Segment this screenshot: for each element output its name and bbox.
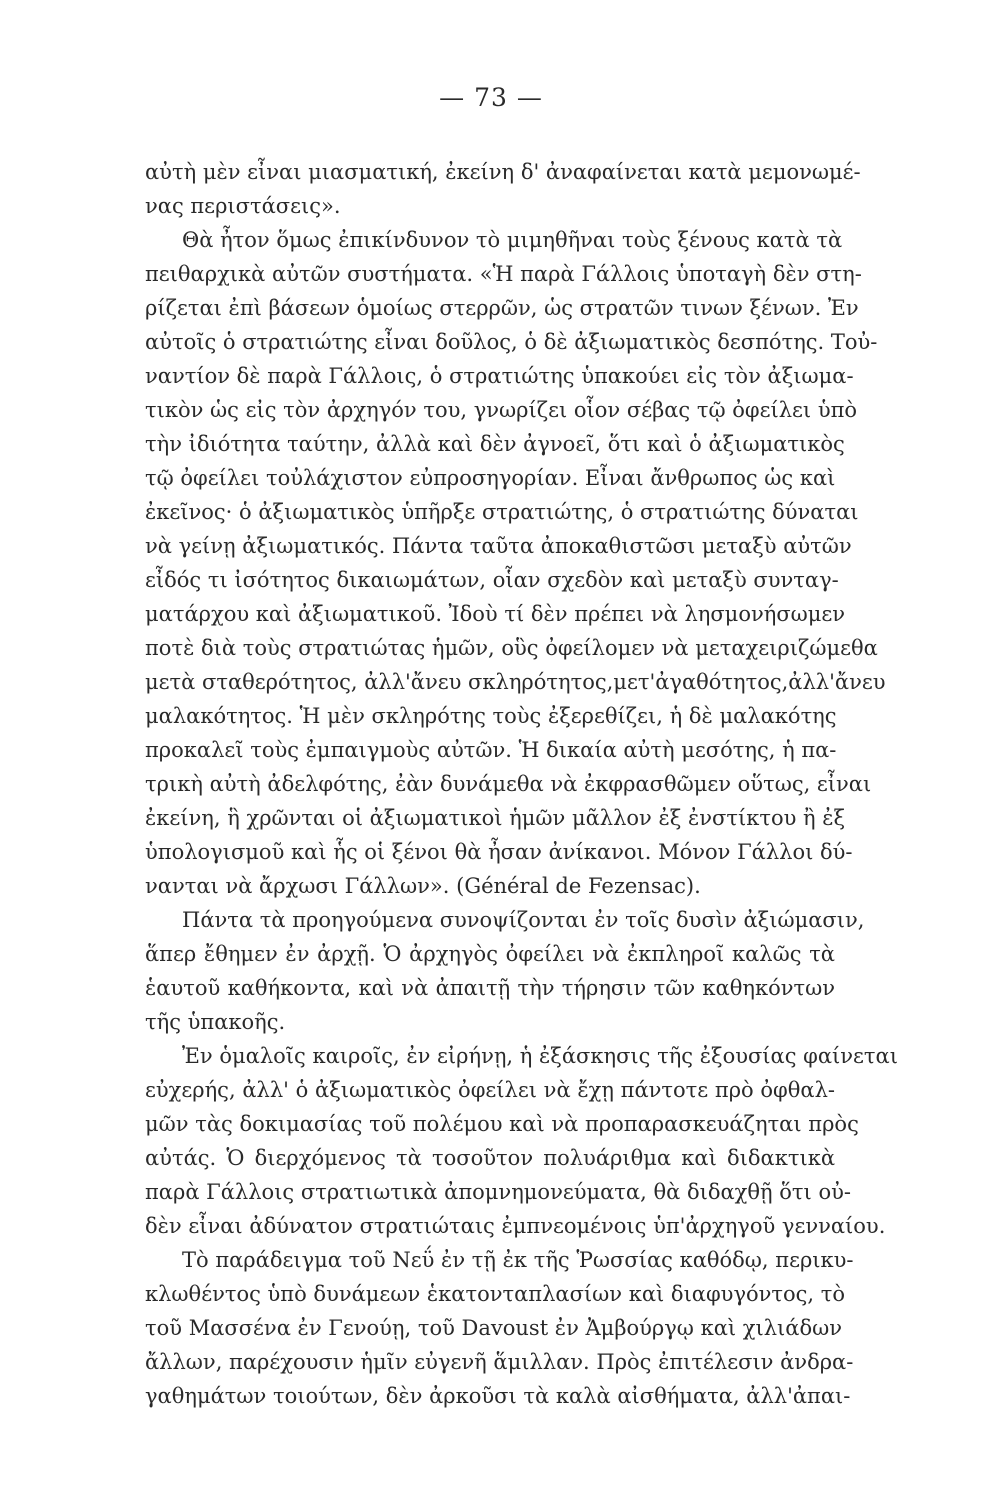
text-line: προκαλεῖ τοὺς ἐμπαιγμοὺς αὐτῶν. Ἡ δικαία αὐτὴ μεσότης, ἡ πα- (145, 738, 837, 762)
text-line: ματάρχου καὶ ἀξιωματικοῦ. Ἰδοὺ τί δὲν πρέπει νὰ λησμονήσωμεν (145, 602, 846, 626)
text-line: νανται νὰ ἄρχωσι Γάλλων». (Général de Fezensac). (145, 874, 701, 898)
text-line: Τὸ παράδειγμα τοῦ Νεΰ ἐν τῇ ἐκ τῆς Ῥωσσίας καθόδῳ, περικυ- (182, 1248, 854, 1272)
text-line: τικὸν ὡς εἰς τὸν ἀρχηγόν του, γνωρίζει οἷον σέβας τῷ ὀφείλει ὑπὸ (145, 398, 858, 422)
text-line: ἐκείνη, ἣ χρῶνται οἱ ἀξιωματικοὶ ἡμῶν μᾶλλον ἐξ ἐνστίκτου ἢ ἐξ (145, 806, 846, 830)
text-line: Θὰ ἦτον ὅμως ἐπικίνδυνον τὸ μιμηθῆναι τοὺς ξένους κατὰ τὰ (182, 228, 843, 252)
text-line: τῷ ὀφείλει τοὐλάχιστον εὐπροσηγορίαν. Εἶναι ἄνθρωπος ὡς καὶ (145, 466, 836, 490)
text-line: νὰ γείνῃ ἀξιωματικός. Πάντα ταῦτα ἀποκαθιστῶσι μεταξὺ αὐτῶν (145, 534, 852, 558)
text-line: ποτὲ διὰ τοὺς στρατιώτας ἡμῶν, οὓς ὀφείλομεν νὰ μεταχειριζώμεθα (145, 636, 878, 660)
text-line: αὐτοῖς ὁ στρατιώτης εἶναι δοῦλος, ὁ δὲ ἀξιωματικὸς δεσπότης. Τοὐ- (145, 330, 878, 354)
text-line: ρίζεται ἐπὶ βάσεων ὁμοίως στερρῶν, ὡς στρατῶν τινων ξένων. Ἐν (145, 296, 859, 320)
text-line: κλωθέντος ὑπὸ δυνάμεων ἑκατονταπλασίων καὶ διαφυγόντος, τὸ (145, 1282, 846, 1306)
text-line: ἅπερ ἔθημεν ἐν ἀρχῇ. Ὁ ἀρχηγὸς ὀφείλει νὰ ἐκπληροῖ καλῶς τὰ (145, 942, 835, 966)
text-line: εἶδός τι ἰσότητος δικαιωμάτων, οἷαν σχεδὸν καὶ μεταξὺ συνταγ- (145, 568, 839, 592)
text-line: τρικὴ αὐτὴ ἀδελφότης, ἐὰν δυνάμεθα νὰ ἐκφρασθῶμεν οὕτως, εἶναι (145, 772, 872, 796)
text-line: ὑπολογισμοῦ καὶ ἧς οἱ ξένοι θὰ ἦσαν ἀνίκανοι. Μόνον Γάλλοι δύ- (145, 840, 853, 864)
text-line: εὐχερής, ἀλλ' ὁ ἀξιωματικὸς ὀφείλει νὰ ἔχῃ πάντοτε πρὸ ὀφθαλ- (145, 1078, 835, 1102)
text-line: ἄλλων, παρέχουσιν ἡμῖν εὐγενῆ ἅμιλλαν. Πρὸς ἐπιτέλεσιν ἀνδρα- (145, 1350, 854, 1374)
text-line: νας περιστάσεις». (145, 194, 341, 218)
text-line: δὲν εἶναι ἀδύνατον στρατιώταις ἐμπνεομένοις ὑπ'ἀρχηγοῦ γενναίου. (145, 1214, 886, 1238)
text-line: μαλακότητος. Ἡ μὲν σκληρότης τοὺς ἐξερεθίζει, ἡ δὲ μαλακότης (145, 704, 837, 728)
text-line: αὐτὴ μὲν εἶναι μιασματική, ἐκείνη δ' ἀναφαίνεται κατὰ μεμονωμέ- (145, 160, 861, 184)
text-line: παρὰ Γάλλοις στρατιωτικὰ ἀπομνημονεύματα, θὰ διδαχθῇ ὅτι οὐ- (145, 1180, 851, 1204)
text-line: τῆς ὑπακοῆς. (145, 1010, 286, 1034)
text-line: ἑαυτοῦ καθήκοντα, καὶ νὰ ἀπαιτῇ τὴν τήρησιν τῶν καθηκόντων (145, 976, 835, 1000)
text-line: ναντίον δὲ παρὰ Γάλλοις, ὁ στρατιώτης ὑπακούει εἰς τὸν ἀξιωμα- (145, 364, 854, 388)
text-line: ἐκεῖνος· ὁ ἀξιωματικὸς ὑπῆρξε στρατιώτης, ὁ στρατιώτης δύναται (145, 500, 859, 524)
text-line: τὴν ἰδιότητα ταύτην, ἀλλὰ καὶ δὲν ἀγνοεῖ, ὅτι καὶ ὁ ἀξιωματικὸς (145, 432, 845, 456)
text-line: μῶν τὰς δοκιμασίας τοῦ πολέμου καὶ νὰ προπαρασκευάζηται πρὸς (145, 1112, 859, 1136)
text-line: αὐτάς. Ὁ διερχόμενος τὰ τοσοῦτον πολυάριθμα καὶ διδακτικὰ (145, 1146, 835, 1170)
text-line: μετὰ σταθερότητος, ἀλλ'ἄνευ σκληρότητος,μετ'ἀγαθότητος,ἀλλ'ἄνευ (145, 670, 886, 694)
page-number: — 73 — (439, 83, 543, 112)
text-line: Πάντα τὰ προηγούμενα συνοψίζονται ἐν τοῖς δυσὶν ἀξιώμασιν, (182, 908, 865, 932)
text-line: Ἐν ὁμαλοῖς καιροῖς, ἐν εἰρήνῃ, ἡ ἐξάσκησις τῆς ἐξουσίας φαίνεται (182, 1044, 898, 1068)
text-line: γαθημάτων τοιούτων, δὲν ἀρκοῦσι τὰ καλὰ αἰσθήματα, ἀλλ'ἀπαι- (145, 1384, 851, 1408)
text-line: πειθαρχικὰ αὐτῶν συστήματα. «Ἡ παρὰ Γάλλοις ὑποταγὴ δὲν στη- (145, 262, 862, 286)
text-line: τοῦ Μασσένα ἐν Γενούῃ, τοῦ Davoust ἐν Ἀμβούργῳ καὶ χιλιάδων (145, 1316, 843, 1340)
